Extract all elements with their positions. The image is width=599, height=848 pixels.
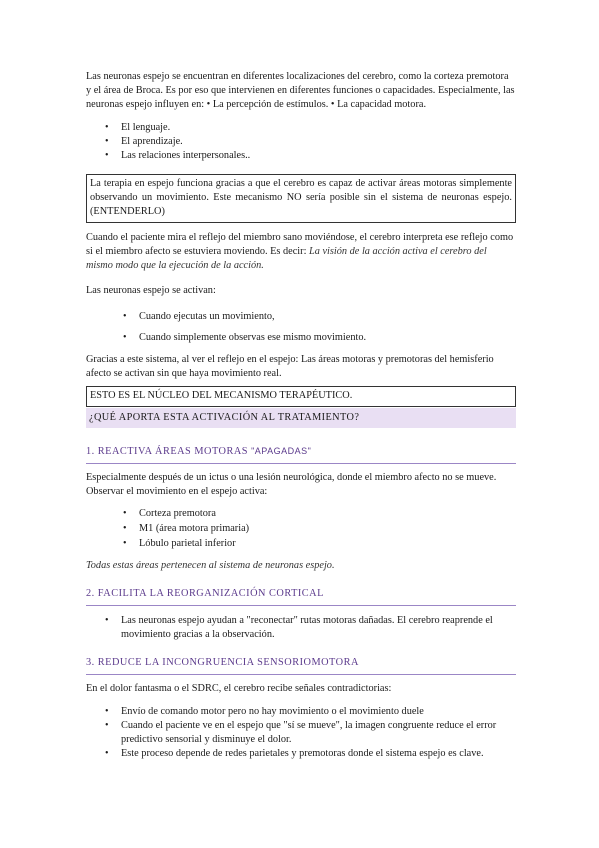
list-item: • Cuando simplemente observas ese mismo movimiento. bbox=[139, 331, 516, 345]
boxed-note bbox=[86, 174, 516, 223]
list-item: • Lóbulo parietal inferior bbox=[139, 537, 516, 551]
list-item: • Cuando el paciente ve en el espejo que "sí se mueve", la imagen congruente reduce el error predictivo sensorial y disminuye el dolor. bbox=[121, 719, 516, 747]
core-mechanism-text: ESTO ES EL NÚCLEO DEL MECANISMO TERAPÉUTICO. bbox=[90, 390, 353, 401]
core-mechanism-box bbox=[86, 386, 516, 407]
section-1-bullet-list bbox=[86, 507, 516, 551]
intro-paragraph: Las neuronas espejo se encuentran en diferentes localizaciones del cerebro, como la corteza premotora y el área de Broca. Es por eso que intervienen en diferentes funciones o capacidades. Especialmente, las neuronas espejo influyen en: • La percepción de estímulos. • La capacidad motora. bbox=[86, 71, 515, 110]
list-item: • Cuando ejecutas un movimiento, bbox=[139, 310, 516, 324]
list-item: • Envío de comando motor pero no hay movimiento o el movimiento duele bbox=[121, 705, 516, 719]
list-item: • El lenguaje. bbox=[121, 121, 516, 135]
section-3-heading bbox=[86, 656, 516, 675]
activation-after: Gracias a este sistema, al ver el reflejo en el espejo: Las áreas motoras y premotoras del hemisferio afecto se activan sin que haya movimiento real. bbox=[86, 354, 494, 379]
list-item: • Las relaciones interpersonales.. bbox=[121, 149, 516, 163]
section-2-heading bbox=[86, 587, 516, 606]
list-item: • M1 (área motora primaria) bbox=[139, 522, 516, 536]
section-1-text: Especialmente después de un ictus o una lesión neurológica, donde el miembro afecto no se mueve. Observar el movimiento en el espejo activa: bbox=[86, 472, 497, 497]
list-item: • El aprendizaje. bbox=[121, 135, 516, 149]
list-item: • Corteza premotora bbox=[139, 507, 516, 521]
section-1-heading bbox=[86, 444, 516, 464]
activation-bullet-list bbox=[86, 310, 516, 345]
list-item: • Las neuronas espejo ayudan a "reconectar" rutas motoras dañadas. El cerebro reaprende el movimiento gracias a la observación. bbox=[121, 614, 516, 642]
question-heading-band bbox=[86, 408, 516, 428]
section-1-heading-quoted: "APAGADAS" bbox=[251, 446, 312, 456]
section-3-bullet-list bbox=[86, 705, 516, 761]
patient-text: Cuando el paciente mira el reflejo del miembro sano moviéndose, el cerebro interpreta ese reflejo como si el miembro afecto se estuviera moviendo. Es decir: bbox=[86, 232, 514, 257]
question-heading: ¿QUÉ APORTA ESTA ACTIVACIÓN AL TRATAMIENTO? bbox=[89, 412, 360, 423]
document-content bbox=[86, 70, 516, 761]
patient-paragraph bbox=[86, 231, 516, 273]
section-1-italic-note: Todas estas áreas pertenecen al sistema de neuronas espejo. bbox=[86, 560, 335, 571]
list-item: • Este proceso depende de redes parietales y premotoras donde el sistema espejo es clave. bbox=[121, 747, 516, 761]
intro-bullet-list bbox=[86, 121, 516, 163]
patient-italic: La visión de la acción activa el cerebro del mismo modo que la ejecución de la acción. bbox=[86, 246, 487, 271]
section-3-text: En el dolor fantasma o el SDRC, el cerebro recibe señales contradictorias: bbox=[86, 683, 392, 694]
section-3-heading-text: 3. REDUCE LA INCONGRUENCIA SENSORIOMOTORA bbox=[86, 657, 359, 668]
activation-lead: Las neuronas espejo se activan: bbox=[86, 285, 216, 296]
section-2-bullet-list bbox=[86, 614, 516, 642]
section-2-heading-text: 2. FACILITA LA REORGANIZACIÓN CORTICAL bbox=[86, 588, 324, 599]
boxed-note-text: La terapia en espejo funciona gracias a que el cerebro es capaz de activar áreas motoras simplemente observando un movimiento. Este mecanismo NO sería posible sin el sistema de neuronas espejo. (ENTENDERLO) bbox=[90, 178, 512, 217]
section-1-heading-text: 1. REACTIVA ÁREAS MOTORAS bbox=[86, 446, 252, 457]
